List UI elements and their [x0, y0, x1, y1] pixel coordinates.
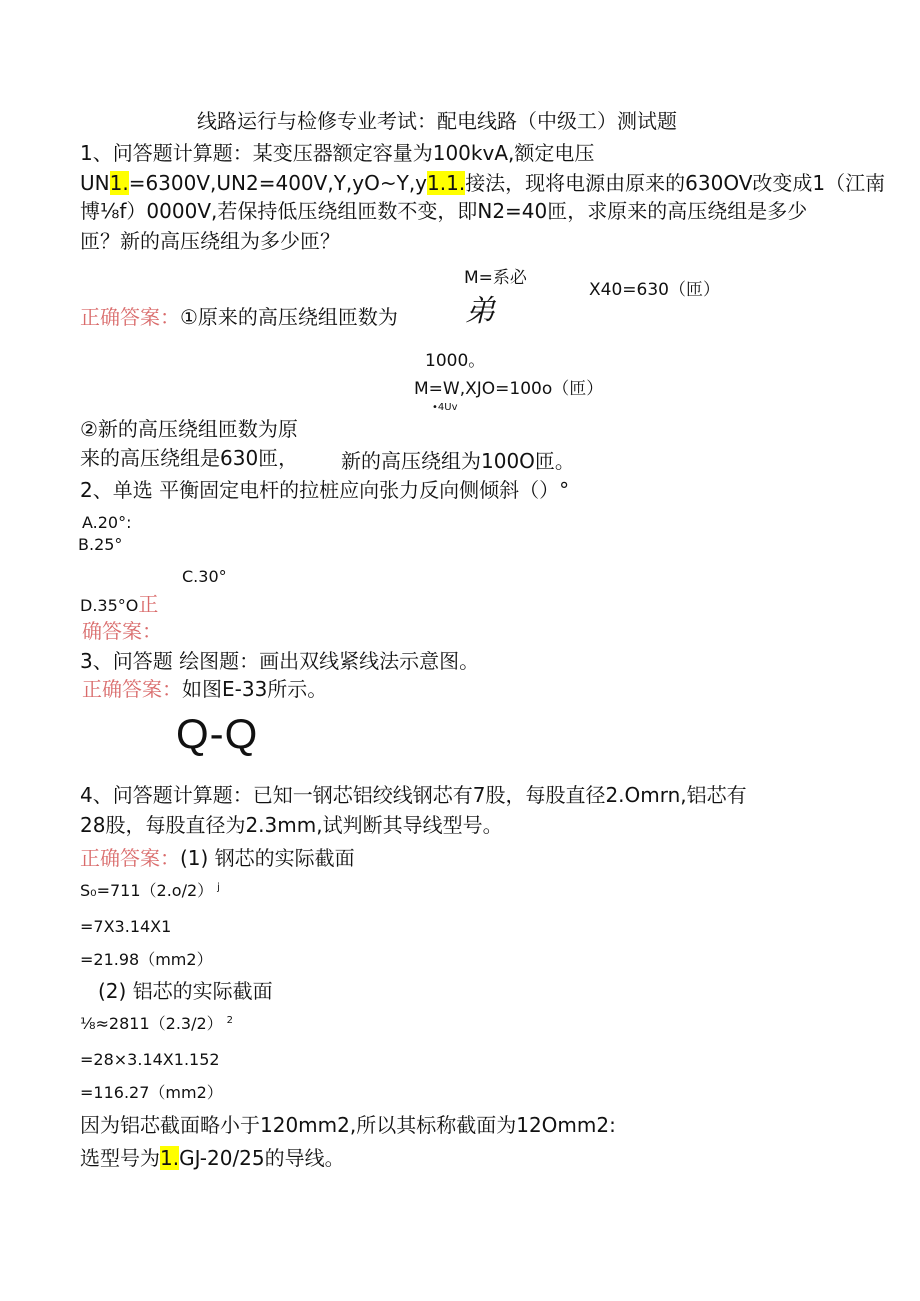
q2-option-c: C.30°	[182, 567, 227, 586]
q4-steel-step-2: =7X3.14X1	[80, 917, 172, 936]
q1-line-4: 匝？新的高压绕组为多少匝？	[80, 229, 340, 253]
q1-formula-glyph: 弟	[465, 294, 495, 329]
q4-line-1: 4、问答题计算题：已知一钢芯铝绞线钢芯有7股，每股直径2.Omrn,铝芯有	[80, 783, 747, 807]
q2-option-a: A.20°:	[82, 513, 132, 532]
q4-conclusion-2-part-b: GJ-20/25的导线。	[179, 1146, 345, 1170]
q1-formula2-sub: •4Uv	[432, 402, 458, 413]
q4-line-2: 28股，每股直径为2.3mm,试判断其导线型号。	[80, 813, 503, 837]
q3-figure-text: Q-Q	[176, 710, 259, 757]
q4-conclusion-highlight: 1.	[160, 1146, 180, 1170]
q1-line-2	[80, 171, 885, 195]
q4-al-formula-main: ⅛≈2811（2.3/2）	[80, 1014, 223, 1033]
q1-answer-3-right: 新的高压绕组为100O匝。	[341, 449, 575, 473]
q1-line-3: 博⅛f）0000V,若保持低压绕组匝数不变，即N2=40匝，求原来的高压绕组是多少	[80, 199, 808, 223]
q1-answer-3-left: 来的高压绕组是630匝，	[80, 446, 299, 470]
q4-steel-step-3: =21.98（mm2）	[80, 950, 213, 969]
q1-line2-part-a: UN	[80, 171, 110, 195]
q4-answer	[80, 846, 355, 870]
q1-line2-part-c: 接法，现将电源由原来的630OV改变成1（江南	[465, 171, 886, 195]
q2-answer-label-part1: 正	[138, 592, 159, 616]
q1-answer-label: 正确答案：	[80, 305, 180, 329]
q4-steel-formula-sup: j	[217, 881, 220, 893]
q3-answer-label: 正确答案：	[82, 677, 182, 701]
q4-part-2: (2) 铝芯的实际截面	[98, 979, 273, 1003]
q4-al-formula-sup: 2	[226, 1014, 234, 1026]
q1-line2-part-b: =6300V,UN2=400V,Y,yO~Y,y	[128, 171, 428, 195]
q4-steel-formula-main: S₀=711（2.o∕2）	[80, 881, 214, 900]
q1-answer-text: ①原来的高压绕组匝数为	[180, 305, 398, 329]
q2-answer-label-part2: 确答案：	[82, 619, 162, 643]
q1-highlight-1: 1.	[109, 171, 129, 195]
page-title: 线路运行与检修专业考试：配电线路（中级工）测试题	[197, 109, 677, 133]
q4-conclusion-2-part-a: 选型号为	[80, 1146, 160, 1170]
q4-conclusion-2	[80, 1146, 345, 1170]
q1-formula-top: M=系必	[464, 268, 527, 288]
q2-question: 2、单选 平衡固定电杆的拉桩应向张力反向侧倾斜（）°	[80, 478, 570, 502]
q2-option-d-line	[80, 592, 158, 616]
q1-highlight-2: 1.1.	[427, 171, 466, 195]
q4-al-step-2: =28×3.14X1.152	[80, 1050, 220, 1069]
q1-answer	[80, 305, 398, 329]
q2-option-b: B.25°	[78, 535, 123, 554]
q4-answer-label: 正确答案：	[80, 846, 180, 870]
q3-answer	[82, 677, 327, 701]
q2-option-d: D.35°O	[80, 596, 139, 615]
q1-formula-right: X40=630（匝）	[589, 280, 720, 300]
q1-formula2-main: M=W,XJO=100o（匝）	[414, 379, 604, 399]
q1-formula2-top: 1000。	[425, 351, 486, 371]
q4-conclusion-1: 因为铝芯截面略小于120mm2,所以其标称截面为12Omm2:	[80, 1113, 616, 1137]
q3-answer-text: 如图E-33所示。	[182, 677, 328, 701]
q4-steel-formula	[80, 881, 220, 900]
q1-answer-2: ②新的高压绕组匝数为原	[80, 417, 298, 441]
q3-question: 3、问答题 绘图题：画出双线紧线法示意图。	[80, 649, 480, 673]
q4-al-step-3: =116.27（mm2）	[80, 1083, 223, 1102]
q4-answer-text: (1) 钢芯的实际截面	[180, 846, 355, 870]
q1-line-1: 1、问答题计算题：某变压器额定容量为100kvA,额定电压	[80, 141, 595, 165]
q4-al-formula	[80, 1014, 233, 1033]
